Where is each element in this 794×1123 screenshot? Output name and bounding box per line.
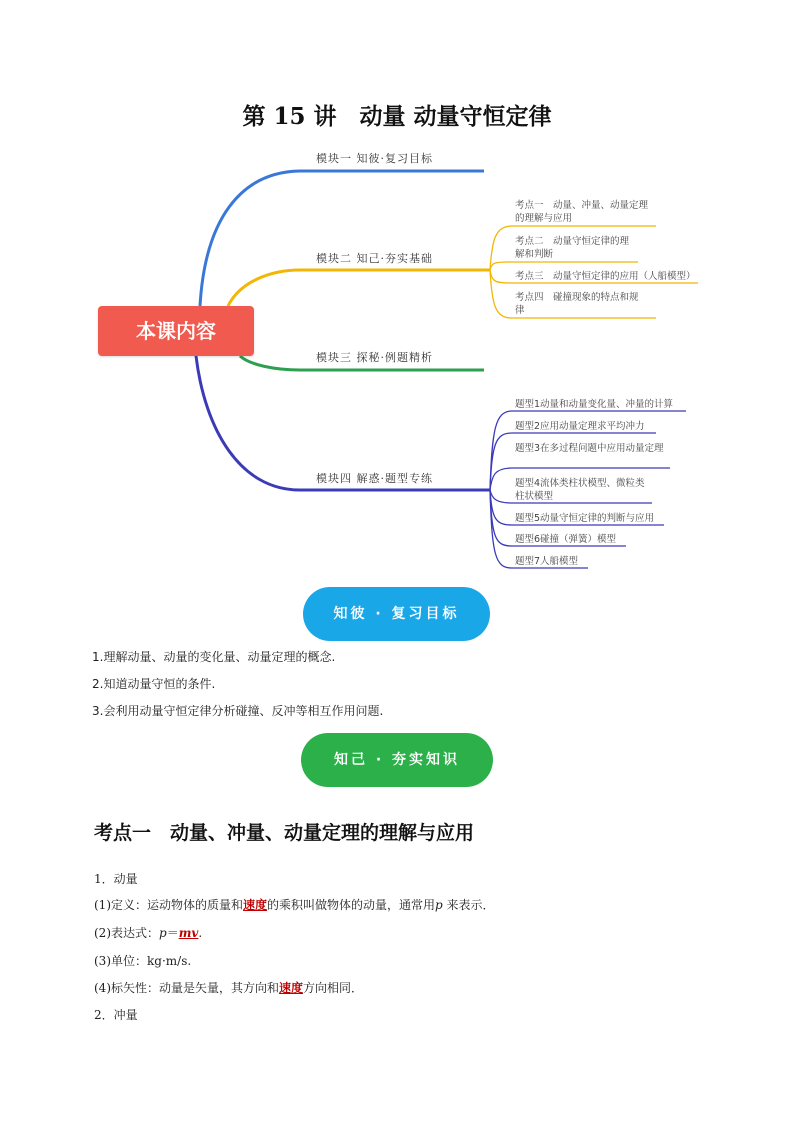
leaf-module-4-2: 题型2应用动量定理求平均冲力 xyxy=(515,421,645,432)
vector-text-2: 方向相同． xyxy=(303,981,364,995)
definition-text: (1)定义：运动物体的质量和 xyxy=(94,898,243,912)
leaf-module-4-1: 题型1动量和动量变化量、冲量的计算 xyxy=(515,399,674,410)
goal-3: 3.会利用动量守恒定律分析碰撞、反冲等相互作用问题. xyxy=(92,704,384,718)
goal-1: 1.理解动量、动量的变化量、动量定理的概念. xyxy=(92,650,336,664)
branch-module-2 xyxy=(228,270,490,306)
definition-symbol: p xyxy=(435,898,443,912)
branch-module-1 xyxy=(200,171,484,306)
item-impulse: 2．冲量 xyxy=(94,1008,138,1022)
definition-line xyxy=(94,896,495,913)
module-4-label: 模块四 解惑·题型专练 xyxy=(316,472,433,485)
goal-2: 2.知道动量守恒的条件. xyxy=(92,677,216,691)
leaf-module-2-2: 考点二 动量守恒定律的理解和判断 xyxy=(515,236,630,260)
expression-label: (2)表达式： xyxy=(94,926,159,940)
vector-text: (4)标矢性：动量是矢量，其方向和 xyxy=(94,981,279,995)
vector-line xyxy=(94,979,363,996)
expression-p: p xyxy=(159,926,167,940)
definition-end: 来表示． xyxy=(442,898,495,912)
vector-key: 速度 xyxy=(279,981,304,995)
leaf-module-4-7: 题型7人船模型 xyxy=(515,556,579,567)
unit-line: (3)单位：kg·m/s. xyxy=(94,954,192,968)
review-goals-banner: 知彼 · 复习目标 xyxy=(303,587,490,641)
expression-line xyxy=(94,924,202,941)
module-3-label: 模块三 探秘·例题精析 xyxy=(316,351,433,364)
expression-end: . xyxy=(198,926,203,940)
expression-mv: mv xyxy=(178,926,199,940)
leaf-module-4-3: 题型3在多过程问题中应用动量定理 xyxy=(515,443,664,454)
module-1-label: 模块一 知彼·复习目标 xyxy=(316,152,433,165)
mindmap-root: 本课内容 xyxy=(98,306,254,356)
leaf-module-4-4: 题型4流体类柱状模型、微粒类柱状模型 xyxy=(515,478,645,502)
section-heading: 考点一 动量、冲量、动量定理的理解与应用 xyxy=(94,822,475,844)
leaf-module-4-6: 题型6碰撞（弹簧）模型 xyxy=(515,534,617,545)
basics-banner: 知己 · 夯实知识 xyxy=(301,733,493,787)
expression-eq: ＝ xyxy=(166,926,179,940)
leaf-module-4-5: 题型5动量守恒定律的判断与应用 xyxy=(515,513,655,524)
leaf-line xyxy=(490,262,638,270)
leaf-module-2-3: 考点三 动量守恒定律的应用（人船模型） xyxy=(515,271,696,282)
leaf-module-2-1: 考点一 动量、冲量、动量定理的理解与应用 xyxy=(515,200,649,224)
module-2-label: 模块二 知己·夯实基础 xyxy=(316,252,433,265)
item-momentum: 1．动量 xyxy=(94,872,138,886)
page-title: 第 15 讲 动量 动量守恒定律 xyxy=(242,103,552,130)
leaf-module-2-4: 考点四 碰撞现象的特点和规律 xyxy=(515,292,639,316)
definition-text-2: 的乘积叫做物体的动量，通常用 xyxy=(267,898,436,912)
definition-key: 速度 xyxy=(243,898,268,912)
